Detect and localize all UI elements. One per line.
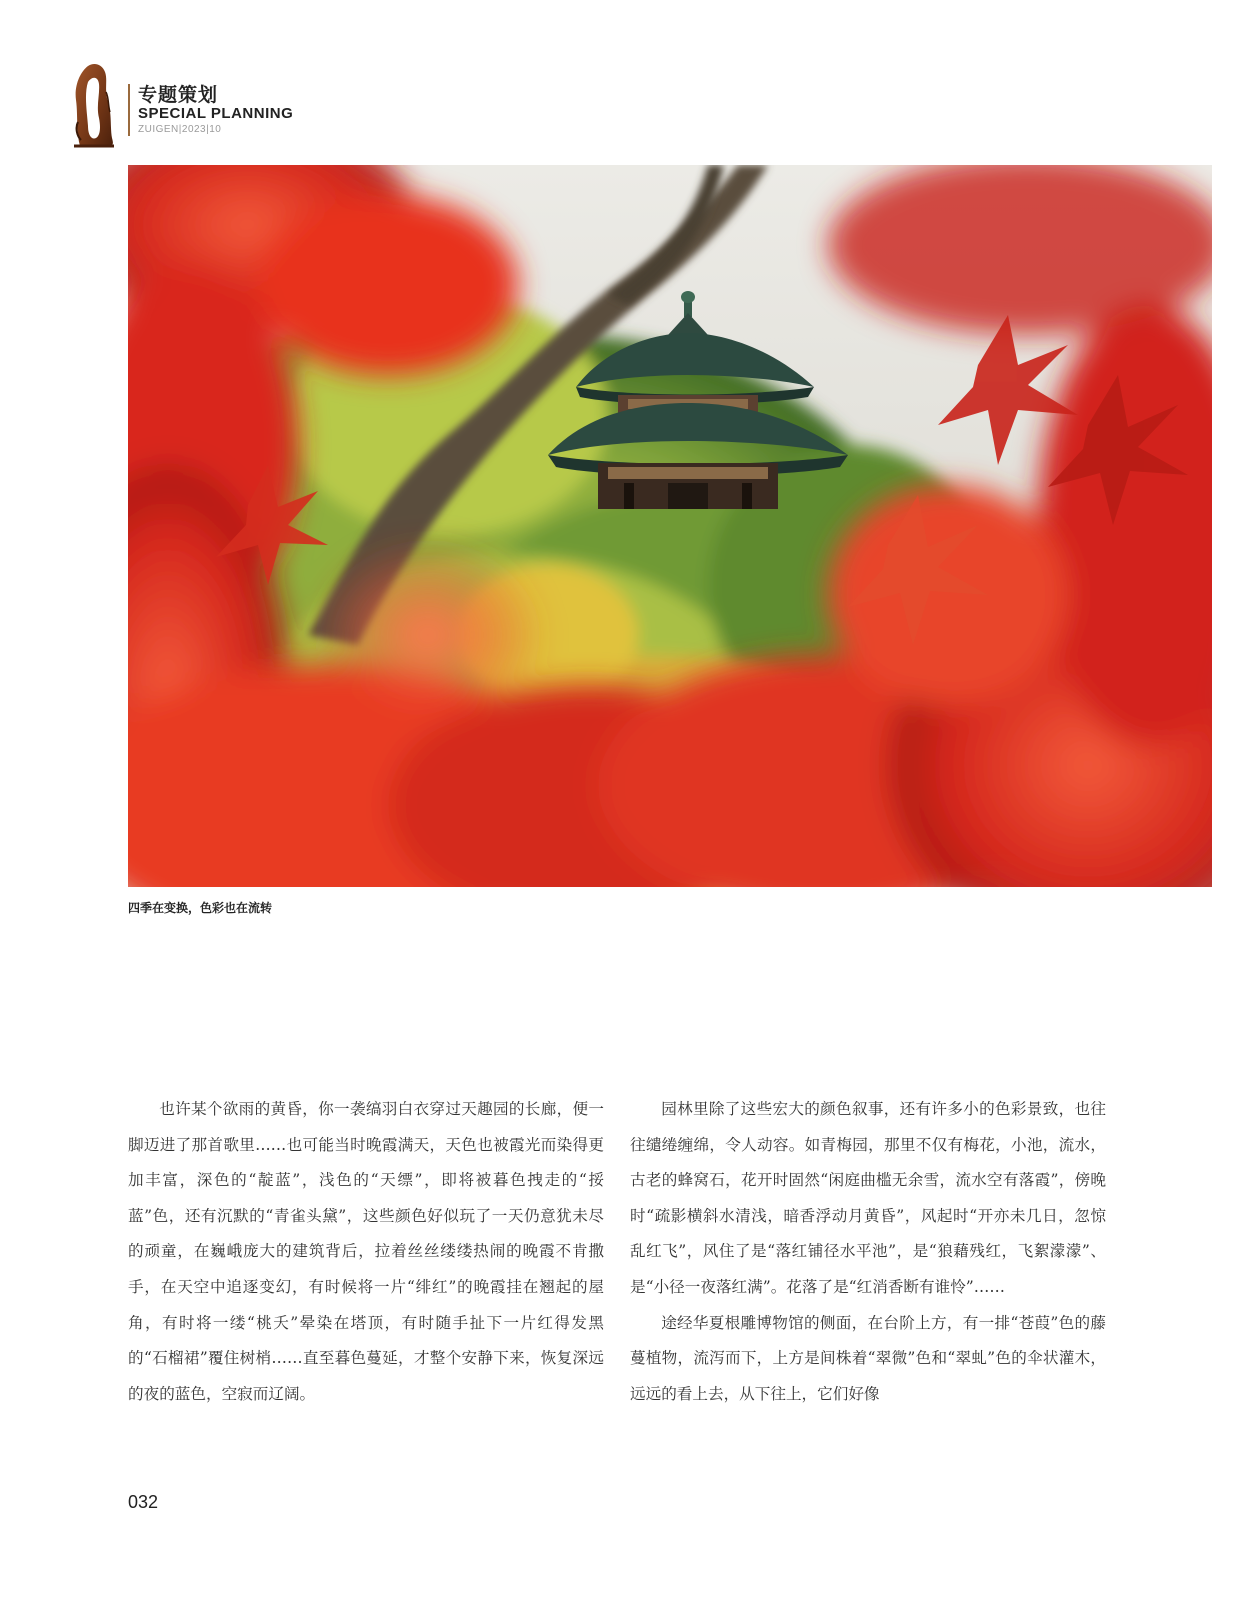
article-column-left: [128, 1092, 604, 1412]
feature-photo: [128, 165, 1212, 887]
photo-caption: 四季在变换，色彩也在流转: [128, 901, 273, 915]
root-sculpture-logo-icon: [72, 62, 116, 148]
article-paragraph: 园林里除了这些宏大的颜色叙事，还有许多小的色彩景致，也往往缱绻缠绵，令人动容。如青梅园，那里不仅有梅花，小池，流水，古老的蜂窝石，花开时固然“闲庭曲槛无余雪，流水空有落霞”，傍晚时“疏影横斜水清浅，暗香浮动月黄昏”，风起时“开亦未几日，忽惊乱红飞”，风住了是“落红铺径水平池”，是“狼藉残红，飞絮濛濛”、是“小径一夜落红满”。花落了是“红消香断有谁怜”……: [630, 1100, 1106, 1296]
page-number: 032: [128, 1492, 159, 1512]
section-subtitle: SPECIAL PLANNING: [138, 105, 294, 122]
issue-label: ZUIGEN|2023|10: [138, 124, 222, 135]
article-paragraph: 途经华夏根雕博物馆的侧面，在台阶上方，有一排“苍葭”色的藤蔓植物，流泻而下，上方是间株着“翠微”色和“翠虬”色的伞状灌木，远远的看上去，从下往上，它们好像: [630, 1313, 1106, 1403]
article-column-right: [630, 1092, 1106, 1412]
pagoda-autumn-maple-image: [128, 165, 1212, 887]
header-divider: [128, 84, 130, 136]
section-title: 专题策划: [138, 84, 219, 106]
section-header: [72, 62, 392, 152]
article-paragraph: 也许某个欲雨的黄昏，你一袭缟羽白衣穿过天趣园的长廊，便一脚迈进了那首歌里……也可能当时晚霞满天，天色也被霞光而染得更加丰富，深色的“靛蓝”，浅色的“天缥”，即将被暮色拽走的“挼蓝”色，还有沉默的“青雀头黛”，这些颜色好似玩了一天仍意犹未尽的顽童，在巍峨庞大的建筑背后，拉着丝丝缕缕热闹的晚霞不肯撒手，在天空中追逐变幻，有时候将一片“绯红”的晚霞挂在翘起的屋角，有时将一缕“桃夭”晕染在塔顶，有时随手扯下一片红得发黑的“石榴裙”覆住树梢……直至暮色蔓延，才整个安静下来，恢复深远的夜的蓝色，空寂而辽阔。: [128, 1100, 604, 1403]
